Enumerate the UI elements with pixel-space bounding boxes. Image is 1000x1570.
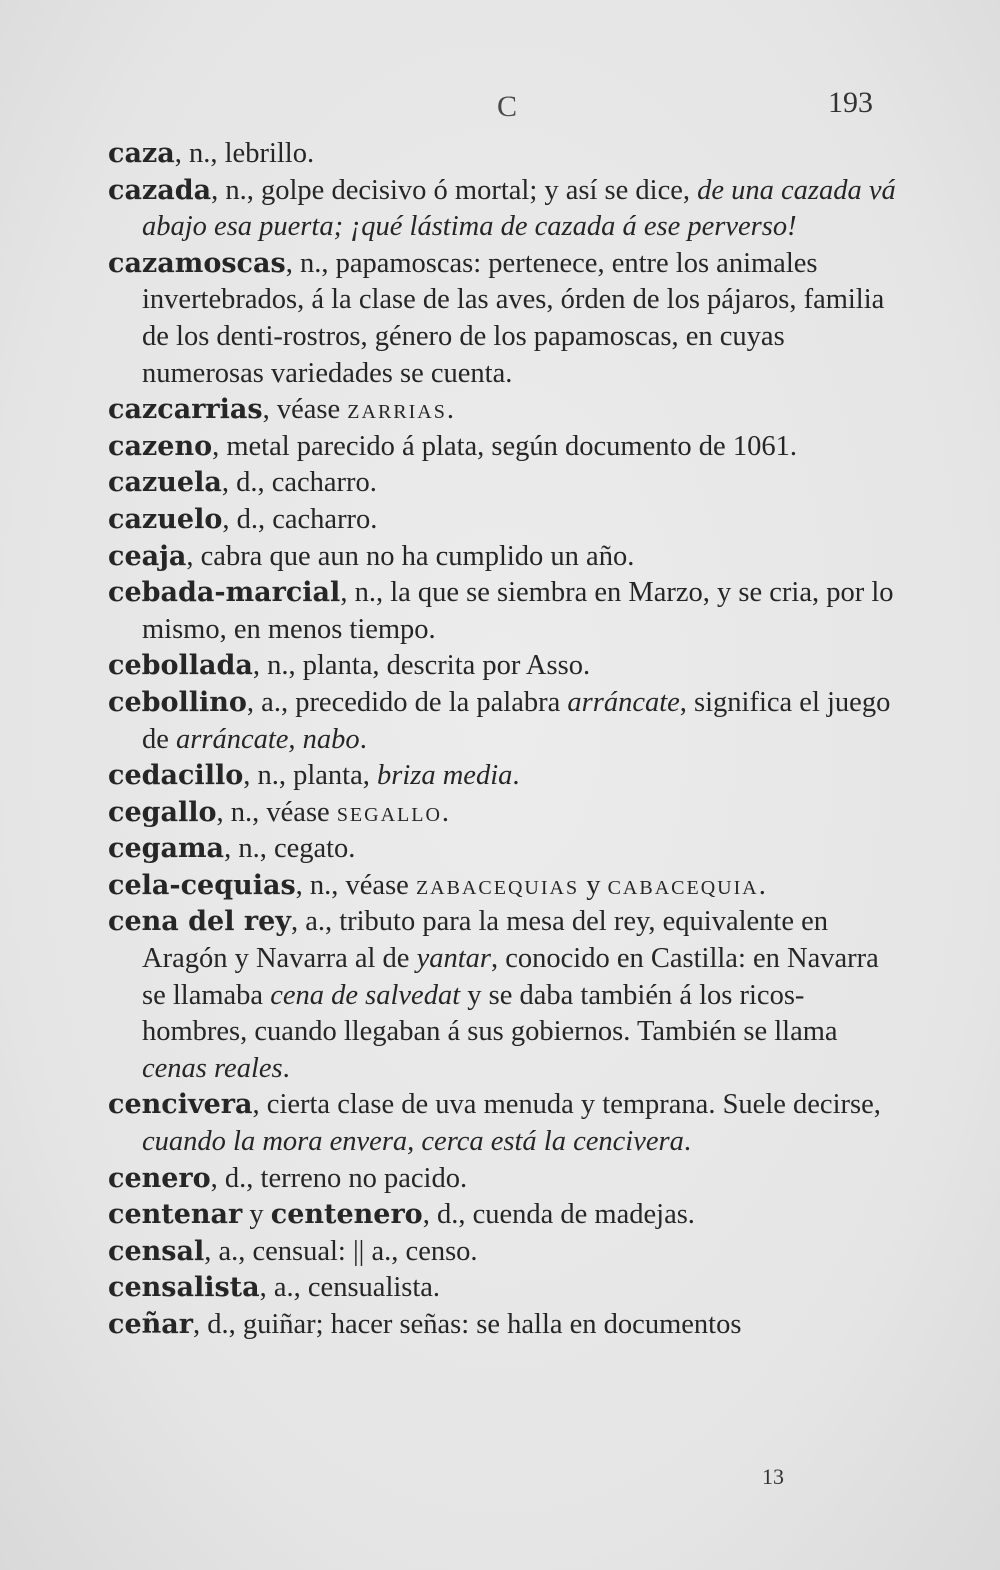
- dictionary-entry: [108, 1234, 908, 1271]
- entry-text: .: [446, 394, 454, 426]
- entry-text: , d., guiñar; hacer señas: se halla en documentos: [192, 1309, 742, 1340]
- small-caps-reference: cabacequia: [607, 869, 759, 901]
- headword: cebollino: [108, 686, 247, 718]
- dictionary-entry: [108, 831, 908, 868]
- page-number: 193: [828, 86, 873, 119]
- dictionary-entry: [108, 575, 908, 648]
- signature-mark: 13: [762, 1464, 784, 1489]
- dictionary-entry: [108, 392, 908, 429]
- section-letter: C: [497, 90, 518, 123]
- entry-text: .: [683, 1126, 691, 1158]
- entry-text: , cierta clase de uva menuda y temprana. Suele decirse,: [252, 1089, 881, 1121]
- italic-text: arráncate, nabo: [176, 723, 360, 755]
- headword: cena del rey: [108, 906, 291, 938]
- dictionary-entry: [108, 136, 908, 173]
- dictionary-entry: [108, 904, 908, 1087]
- dictionary-entry: [108, 758, 908, 795]
- headword: cela-cequias: [108, 869, 296, 901]
- entry-text: .: [441, 796, 450, 828]
- dictionary-entry: [108, 648, 908, 685]
- dictionary-entry: [108, 465, 908, 502]
- entry-text: , a., censual: || a., censo.: [204, 1235, 478, 1267]
- entry-text: , d., terreno no pacido.: [210, 1162, 468, 1194]
- entry-text: , a., tributo para la mesa del rey, equivalente en Aragón y Navarra al de: [142, 906, 828, 975]
- italic-text: yantar: [416, 943, 491, 975]
- headword: ceaja: [108, 540, 187, 572]
- headword: censal: [108, 1235, 205, 1267]
- headword: cencivera: [108, 1089, 253, 1121]
- dictionary-entry: [108, 429, 908, 466]
- dictionary-entry: [108, 1307, 908, 1344]
- entry-text: , n., papamoscas: pertenece, entre los animales invertebrados, á la clase de las aves, órden de los pájaros, familia de los denti-rostros, género de los papamoscas, en cuyas numerosas variedades se cuenta.: [142, 247, 885, 389]
- dictionary-entry: [108, 173, 908, 246]
- entry-text: , a., precedido de la palabra: [246, 686, 568, 718]
- headword: cazeno: [108, 430, 213, 462]
- headword: cazcarrias: [108, 394, 263, 426]
- dictionary-entries: [108, 136, 908, 1344]
- entry-text: , d., cacharro.: [221, 467, 377, 499]
- entry-text: , conocido en Castilla: en Navarra se llamaba: [142, 943, 879, 1011]
- entry-text: , d., cacharro.: [222, 503, 378, 535]
- headword: cazamoscas: [108, 247, 286, 279]
- headword: cazuelo: [108, 503, 223, 535]
- entry-text: , d., cuenda de madejas.: [422, 1199, 695, 1231]
- headword: cegama: [108, 833, 225, 865]
- dictionary-entry: [108, 685, 908, 758]
- headword: ceñar: [108, 1309, 193, 1340]
- dictionary-entry: [108, 1197, 908, 1234]
- entry-text: , n., lebrillo.: [174, 138, 315, 169]
- italic-text: cenas reales: [142, 1052, 283, 1084]
- entry-text: , n., véase: [216, 796, 337, 828]
- italic-text: arráncate: [567, 686, 680, 718]
- dictionary-entry: [108, 1087, 908, 1160]
- headword: caza: [108, 138, 175, 169]
- italic-text: cuando la mora envera, cerca está la cencivera: [142, 1126, 684, 1158]
- italic-text: briza media: [376, 760, 513, 792]
- headword: cedacillo: [108, 760, 244, 792]
- italic-text: de una cazada vá abajo esa puerta; ¡qué lástima de cazada á ese perverso!: [142, 174, 896, 243]
- entry-text: , n., planta,: [243, 760, 377, 792]
- entry-text: .: [758, 869, 766, 901]
- entry-text: y: [242, 1199, 271, 1231]
- small-caps-reference: segallo: [336, 796, 442, 828]
- small-caps-reference: zarrias: [347, 394, 447, 426]
- entry-text: , n., cegato.: [224, 833, 356, 865]
- entry-text: y: [579, 869, 608, 901]
- entry-text: .: [282, 1052, 290, 1084]
- headword: centenero: [270, 1199, 423, 1231]
- entry-text: , véase: [262, 394, 348, 426]
- dictionary-entry: [108, 502, 908, 539]
- small-caps-reference: zabacequias: [415, 869, 580, 901]
- entry-text: , n., véase: [295, 869, 416, 901]
- dictionary-entry: [108, 1270, 908, 1307]
- entry-text: y se daba también á los ricos-hombres, cuando llegaban á sus gobiernos. También se llama: [142, 979, 838, 1048]
- headword: cazada: [108, 174, 212, 206]
- dictionary-entry: [108, 1161, 908, 1198]
- entry-text: .: [512, 760, 520, 792]
- entry-text: , n., la que se siembra en Marzo, y se cria, por lo mismo, en menos tiempo.: [142, 577, 894, 645]
- entry-text: .: [359, 723, 367, 755]
- headword: cazuela: [108, 467, 222, 499]
- headword: centenar: [108, 1199, 243, 1231]
- headword: cenero: [108, 1162, 211, 1194]
- headword: cebollada: [108, 650, 253, 682]
- dictionary-entry: [108, 868, 908, 905]
- dictionary-entry: [108, 795, 908, 832]
- italic-text: cena de salvedat: [270, 979, 461, 1011]
- headword: cegallo: [108, 796, 217, 828]
- entry-text: , metal parecido á plata, según documento de 1061.: [212, 430, 797, 462]
- dictionary-entry: [108, 539, 908, 576]
- headword: cebada-marcial: [108, 577, 341, 609]
- entry-text: , significa el juego de: [142, 686, 891, 755]
- entry-text: , a., censualista.: [259, 1272, 441, 1304]
- dictionary-entry: [108, 246, 908, 392]
- entry-text: , n., golpe decisivo ó mortal; y así se dice,: [211, 174, 698, 206]
- headword: censalista: [108, 1272, 260, 1304]
- entry-text: , n., planta, descrita por Asso.: [252, 650, 591, 682]
- entry-text: , cabra que aun no ha cumplido un año.: [186, 540, 635, 572]
